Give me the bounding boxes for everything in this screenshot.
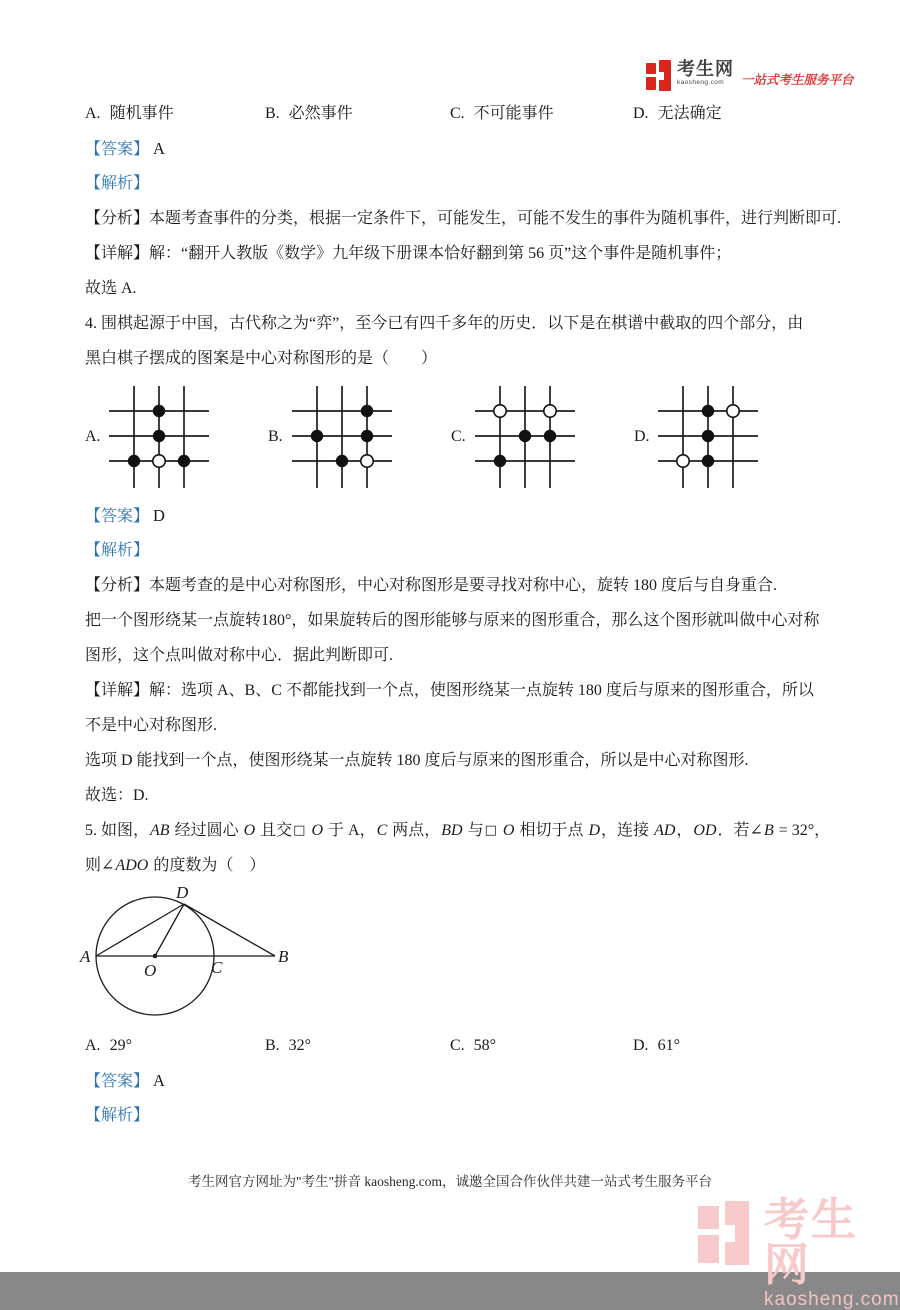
q3-option-b — [265, 96, 450, 131]
point-label-O: O — [144, 961, 157, 980]
option-text: 58° — [473, 1037, 497, 1054]
q5-option-c — [450, 1028, 633, 1063]
option-key: B. — [265, 105, 280, 122]
white-stone — [153, 455, 165, 467]
option-text: 32° — [288, 1037, 312, 1054]
black-stone — [519, 430, 531, 442]
q4-figure-c — [451, 384, 634, 490]
go-board — [656, 384, 760, 490]
jiexi-label: 【解析】 — [85, 1107, 150, 1124]
kaosheng-logo-icon — [646, 60, 673, 91]
option-key: C. — [450, 1037, 465, 1054]
kaosheng-logo-text — [677, 60, 734, 87]
option-text: 29° — [109, 1037, 132, 1054]
q5-jiexi — [85, 1098, 845, 1133]
brand-tagline: 一站式考生服务平台 — [741, 73, 854, 87]
black-stone — [361, 405, 373, 417]
go-board — [107, 384, 211, 490]
q3-options — [85, 96, 845, 131]
black-stone — [702, 455, 714, 467]
black-stone — [178, 455, 190, 467]
q3-analysis: 【分析】本题考查事件的分类，根据一定条件下，可能发生，可能不发生的事件为随机事件，进行判断即可. — [85, 210, 842, 227]
point-label-B: B — [278, 947, 289, 966]
white-stone — [727, 405, 739, 417]
black-stone — [153, 405, 165, 417]
brand-name: 考生网 — [677, 59, 734, 79]
brand-domain: kaosheng.com — [677, 79, 725, 86]
answer-label: 【答案】 — [85, 508, 150, 525]
black-stone — [494, 455, 506, 467]
kaosheng-logo — [646, 60, 854, 91]
black-stone — [361, 430, 373, 442]
q4-conclusion: 故选：D. — [85, 787, 149, 804]
q3-jiexi — [85, 166, 845, 201]
point-label-C: C — [211, 958, 223, 977]
q5-question-line1: 5. 如图，AB 经过圆心 O 且交□ O 于 A，C 两点，BD 与□ O 相切于点 D，连接 AD，OD．若∠B = 32°， — [85, 822, 831, 839]
q3-option-a — [85, 96, 265, 131]
option-key: A. — [85, 105, 101, 122]
q4-jiexi — [85, 533, 845, 568]
black-stone — [702, 430, 714, 442]
black-stone — [153, 430, 165, 442]
q5-answer — [85, 1063, 845, 1098]
option-key: A. — [85, 1037, 101, 1054]
q5-option-d — [633, 1028, 680, 1063]
white-stone — [544, 405, 556, 417]
q4-figures-row — [85, 384, 845, 490]
option-key: D. — [633, 105, 649, 122]
q4-detail-line2: 不是中心对称图形. — [85, 717, 218, 734]
figure-label: C. — [451, 428, 466, 445]
q5-option-b — [265, 1028, 450, 1063]
option-key: C. — [450, 105, 465, 122]
q5-options — [85, 1028, 845, 1063]
q4-analysis-line2: 把一个图形绕某一点旋转180°，如果旋转后的图形能够与原来的图形重合，那么这个图形就叫做中心对称 — [85, 612, 820, 629]
option-key: D. — [633, 1037, 649, 1054]
q5-circle-figure — [70, 883, 845, 1028]
q4-detail-line1: 【详解】解：选项 A、B、C 不都能找到一个点，使图形绕某一点旋转 180 度后与原来的图形重合，所以 — [85, 682, 814, 699]
white-stone — [494, 405, 506, 417]
go-board — [290, 384, 394, 490]
answer-value: D — [153, 506, 165, 525]
q3-answer — [85, 131, 845, 166]
option-text: 随机事件 — [109, 105, 174, 122]
q3-conclusion: 故选 A. — [85, 280, 137, 297]
kaosheng-watermark-text — [764, 1194, 900, 1310]
q3-option-d — [633, 96, 722, 131]
option-text: 61° — [657, 1037, 680, 1054]
answer-value: A — [153, 1071, 165, 1090]
jiexi-label: 【解析】 — [85, 175, 150, 192]
option-text: 不可能事件 — [473, 105, 554, 122]
black-stone — [311, 430, 323, 442]
point-label-D: D — [176, 883, 189, 902]
point-label-A: A — [80, 947, 91, 966]
q4-figure-a — [85, 384, 268, 490]
black-stone — [702, 405, 714, 417]
white-stone — [361, 455, 373, 467]
watermark-name: 考生网 — [764, 1194, 859, 1290]
q4-figure-d — [634, 384, 760, 490]
go-board — [473, 384, 577, 490]
q4-answer — [85, 498, 845, 533]
option-key: B. — [265, 1037, 280, 1054]
q4-analysis-line3: 图形，这个点叫做对称中心．据此判断即可. — [85, 647, 394, 664]
jiexi-label: 【解析】 — [85, 542, 150, 559]
q4-analysis-line1: 【分析】本题考查的是中心对称图形，中心对称图形是要寻找对称中心，旋转 180 度后与自身重合. — [85, 577, 778, 594]
q4-detail-line3: 选项 D 能找到一个点，使图形绕某一点旋转 180 度后与原来的图形重合，所以是中心对称图形. — [85, 752, 749, 769]
circle-diagram — [70, 883, 320, 1028]
black-stone — [128, 455, 140, 467]
document-content — [80, 96, 845, 1133]
kaosheng-watermark — [698, 1194, 900, 1310]
q4-figure-b — [268, 384, 451, 490]
black-stone — [544, 430, 556, 442]
figure-label: A. — [85, 428, 101, 445]
option-text: 无法确定 — [657, 105, 722, 122]
answer-label: 【答案】 — [85, 141, 150, 158]
white-stone — [677, 455, 689, 467]
watermark-domain: kaosheng.com — [764, 1289, 900, 1310]
answer-value: A — [153, 139, 165, 158]
q3-option-c — [450, 96, 633, 131]
figure-label: B. — [268, 428, 283, 445]
q5-option-a — [85, 1028, 265, 1063]
option-text: 必然事件 — [288, 105, 353, 122]
kaosheng-watermark-icon — [698, 1201, 754, 1267]
figure-label: D. — [634, 428, 650, 445]
q5-question-line2: 则∠ADO 的度数为（ ） — [85, 857, 266, 874]
q3-detail: 【详解】解：“翻开人教版《数学》九年级下册课本恰好翻到第 56 页”这个事件是随机事件； — [85, 245, 732, 262]
q4-question-line2: 黑白棋子摆成的图案是中心对称图形的是（ ） — [85, 350, 438, 367]
answer-label: 【答案】 — [85, 1073, 150, 1090]
footer-text: 考生网官方网址为"考生"拼音 kaosheng.com，诚邀全国合作伙伴共建一站式考生服务平台 — [187, 1174, 712, 1189]
q4-question-line1: 4. 围棋起源于中国，古代称之为“弈”，至今已有四千多年的历史．以下是在棋谱中截取的四个部分，由 — [85, 315, 804, 332]
black-stone — [336, 455, 348, 467]
